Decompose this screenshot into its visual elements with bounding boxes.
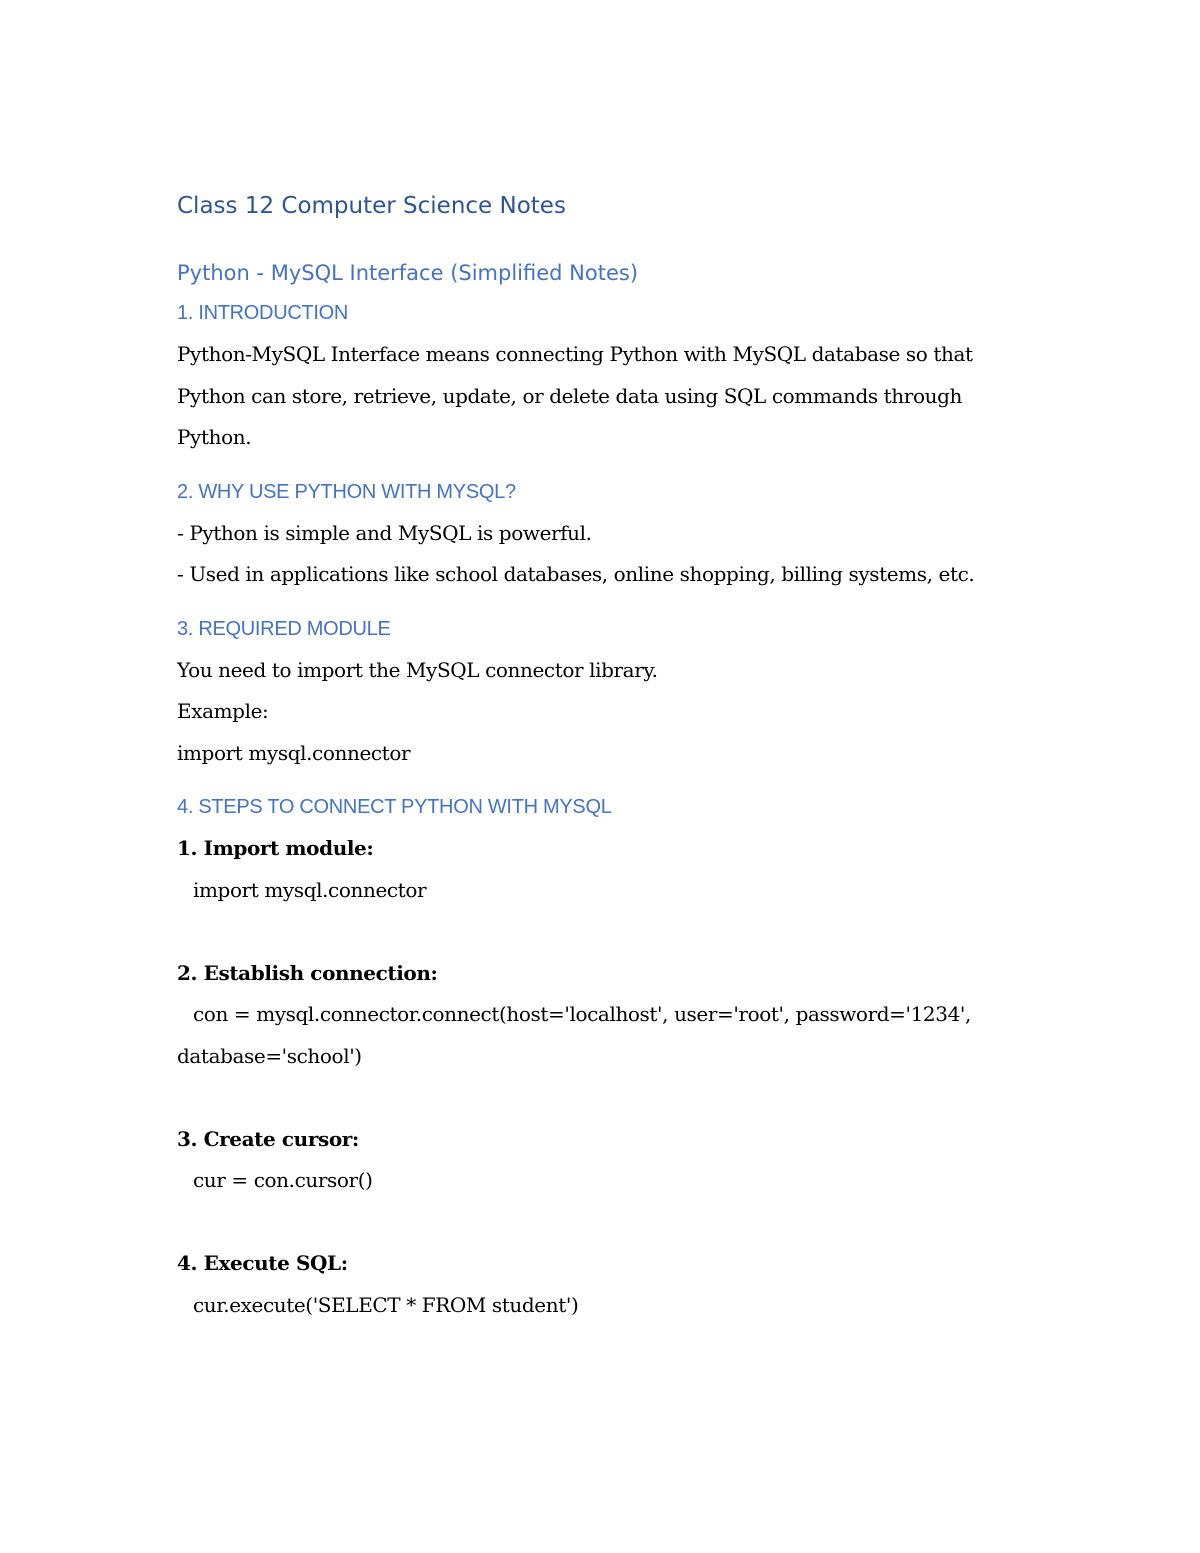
section-heading-module: 3. REQUIRED MODULE xyxy=(177,617,391,640)
step-3-title: 3. Create cursor: xyxy=(177,1126,359,1151)
step-2-code-line-1: con = mysql.connector.connect(host='localhost', user='root', password='1234', xyxy=(193,1002,971,1026)
document-subtitle: Python - MySQL Interface (Simplified Notes) xyxy=(177,261,639,285)
step-4-title: 4. Execute SQL: xyxy=(177,1251,348,1275)
document-title: Class 12 Computer Science Notes xyxy=(177,193,566,219)
intro-line-3: Python. xyxy=(177,425,252,449)
intro-line-1: Python-MySQL Interface means connecting Python with MySQL database so that xyxy=(177,342,973,366)
module-line-3: import mysql.connector xyxy=(177,740,411,765)
section-heading-introduction: 1. INTRODUCTION xyxy=(177,302,349,324)
step-2-title: 2. Establish connection: xyxy=(177,960,438,985)
section-why xyxy=(177,477,1037,596)
module-line-2: Example: xyxy=(177,699,269,723)
why-bullet-2: - Used in applications like school databases, online shopping, billing systems, etc. xyxy=(177,562,975,586)
section-heading-why: 2. WHY USE PYTHON WITH MYSQL? xyxy=(177,480,516,503)
step-3-code: cur = con.cursor() xyxy=(193,1168,373,1192)
why-bullet-1: - Python is simple and MySQL is powerful. xyxy=(177,520,592,545)
section-module xyxy=(177,614,1037,775)
module-line-1: You need to import the MySQL connector library. xyxy=(177,657,658,682)
blank-line xyxy=(177,1077,1037,1119)
document-body xyxy=(177,188,1037,1344)
blank-line xyxy=(177,1202,1037,1244)
intro-line-2: Python can store, retrieve, update, or delete data using SQL commands through xyxy=(177,383,962,408)
section-introduction xyxy=(177,298,1037,459)
blank-line xyxy=(177,911,1037,953)
section-steps xyxy=(177,792,1037,1326)
step-4-code: cur.execute('SELECT * FROM student') xyxy=(193,1292,579,1317)
step-1-title: 1. Import module: xyxy=(177,836,374,860)
step-2-code-line-2: database='school') xyxy=(177,1043,362,1068)
section-heading-steps: 4. STEPS TO CONNECT PYTHON WITH MYSQL xyxy=(177,796,612,818)
step-1-code: import mysql.connector xyxy=(193,877,427,902)
